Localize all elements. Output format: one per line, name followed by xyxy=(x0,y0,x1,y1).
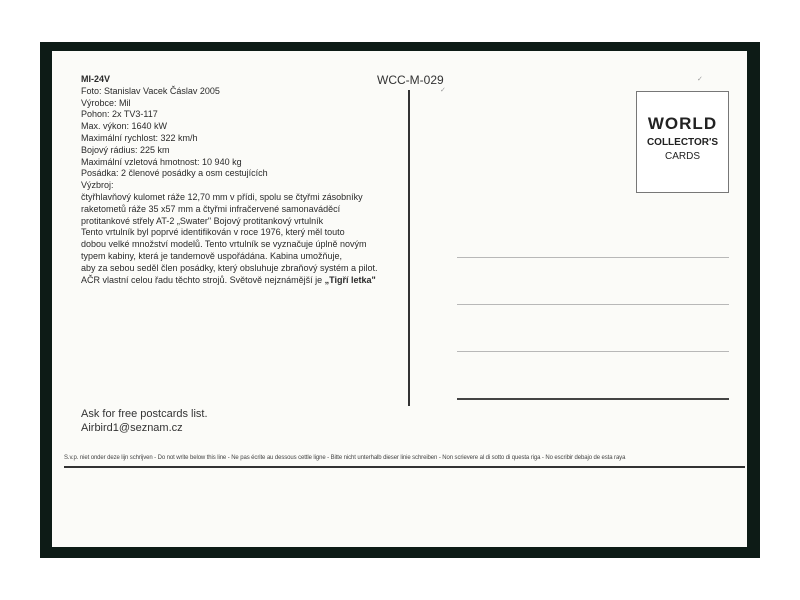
info-last-line-text: AČR vlastní celou řadu těchto strojů. Světově nejznámější je xyxy=(81,274,325,285)
info-last-line xyxy=(81,275,411,287)
info-line: Max. výkon: 1640 kW xyxy=(81,121,168,132)
logo-word-collectors: COLLECTOR'S xyxy=(646,137,719,148)
info-line: Foto: Stanislav Vacek Čáslav 2005 xyxy=(81,85,220,96)
info-line: Pohon: 2x TV3-117 xyxy=(81,109,158,120)
aircraft-title: MI-24V xyxy=(81,74,111,84)
aircraft-info xyxy=(81,74,411,286)
info-line: raketometů ráže 35 x57 mm a čtyřmi infračervené samonaváděcí xyxy=(81,203,341,214)
address-line xyxy=(457,351,729,352)
address-line xyxy=(457,304,729,305)
info-line: čtyřhlavňový kulomet ráže 12,70 mm v přídi, spolu se čtyřmi zásobníky xyxy=(81,191,363,202)
address-line xyxy=(457,398,729,400)
contact-info xyxy=(81,407,208,435)
bottom-rule xyxy=(64,466,745,468)
postcards-list-text: Ask for free postcards list. xyxy=(81,408,208,420)
info-line: Bojový rádius: 225 km xyxy=(81,144,170,155)
pencil-mark-stamp-area: ✓ xyxy=(697,76,703,83)
info-line: Maximální vzletová hmotnost: 10 940 kg xyxy=(81,156,242,167)
card-code: WCC-M-029 xyxy=(377,73,444,87)
info-line: Maximální rychlost: 322 km/h xyxy=(81,132,198,143)
center-divider xyxy=(408,90,410,406)
info-line: Výzbroj: xyxy=(81,180,114,191)
logo-word-cards: CARDS xyxy=(664,151,700,162)
info-line: Tento vrtulník byl poprvé identifikován v roce 1976, který měl touto xyxy=(81,227,345,238)
info-line: Výrobce: Mil xyxy=(81,97,131,108)
info-line: dobou velké množství modelů. Tento vrtulník se vyznačuje úplně novým xyxy=(81,239,367,250)
do-not-write-notice: S.v.p. niet onder deze lijn schrijven - Do not write below this line - Ne pas écrite au dessous cettle ligne - Bitte nicht unterhalb dieser linie schreiben - Non scrievere al di sotto di questa riga - No escribir debajo de esta raya xyxy=(64,455,626,461)
address-line xyxy=(457,257,729,258)
contact-email: Airbird1@seznam.cz xyxy=(81,422,183,434)
info-line: aby za sebou seděl člen posádky, který obsluhuje zbraňový systém a pilot. xyxy=(81,262,378,273)
brand-logo xyxy=(636,91,729,193)
info-line: Posádka: 2 členové posádky a osm cestujících xyxy=(81,168,268,179)
pencil-mark: ✓ xyxy=(440,87,446,94)
info-line: protitankové střely AT-2 „Swater" Bojový protitankový vrtulník xyxy=(81,215,324,226)
tiger-squadron-label: „Tigří letka" xyxy=(324,274,376,285)
logo-word-world: WORLD xyxy=(647,114,718,133)
info-line: typem kabiny, která je tandemově uspořádána. Kabina umožňuje, xyxy=(81,250,342,261)
